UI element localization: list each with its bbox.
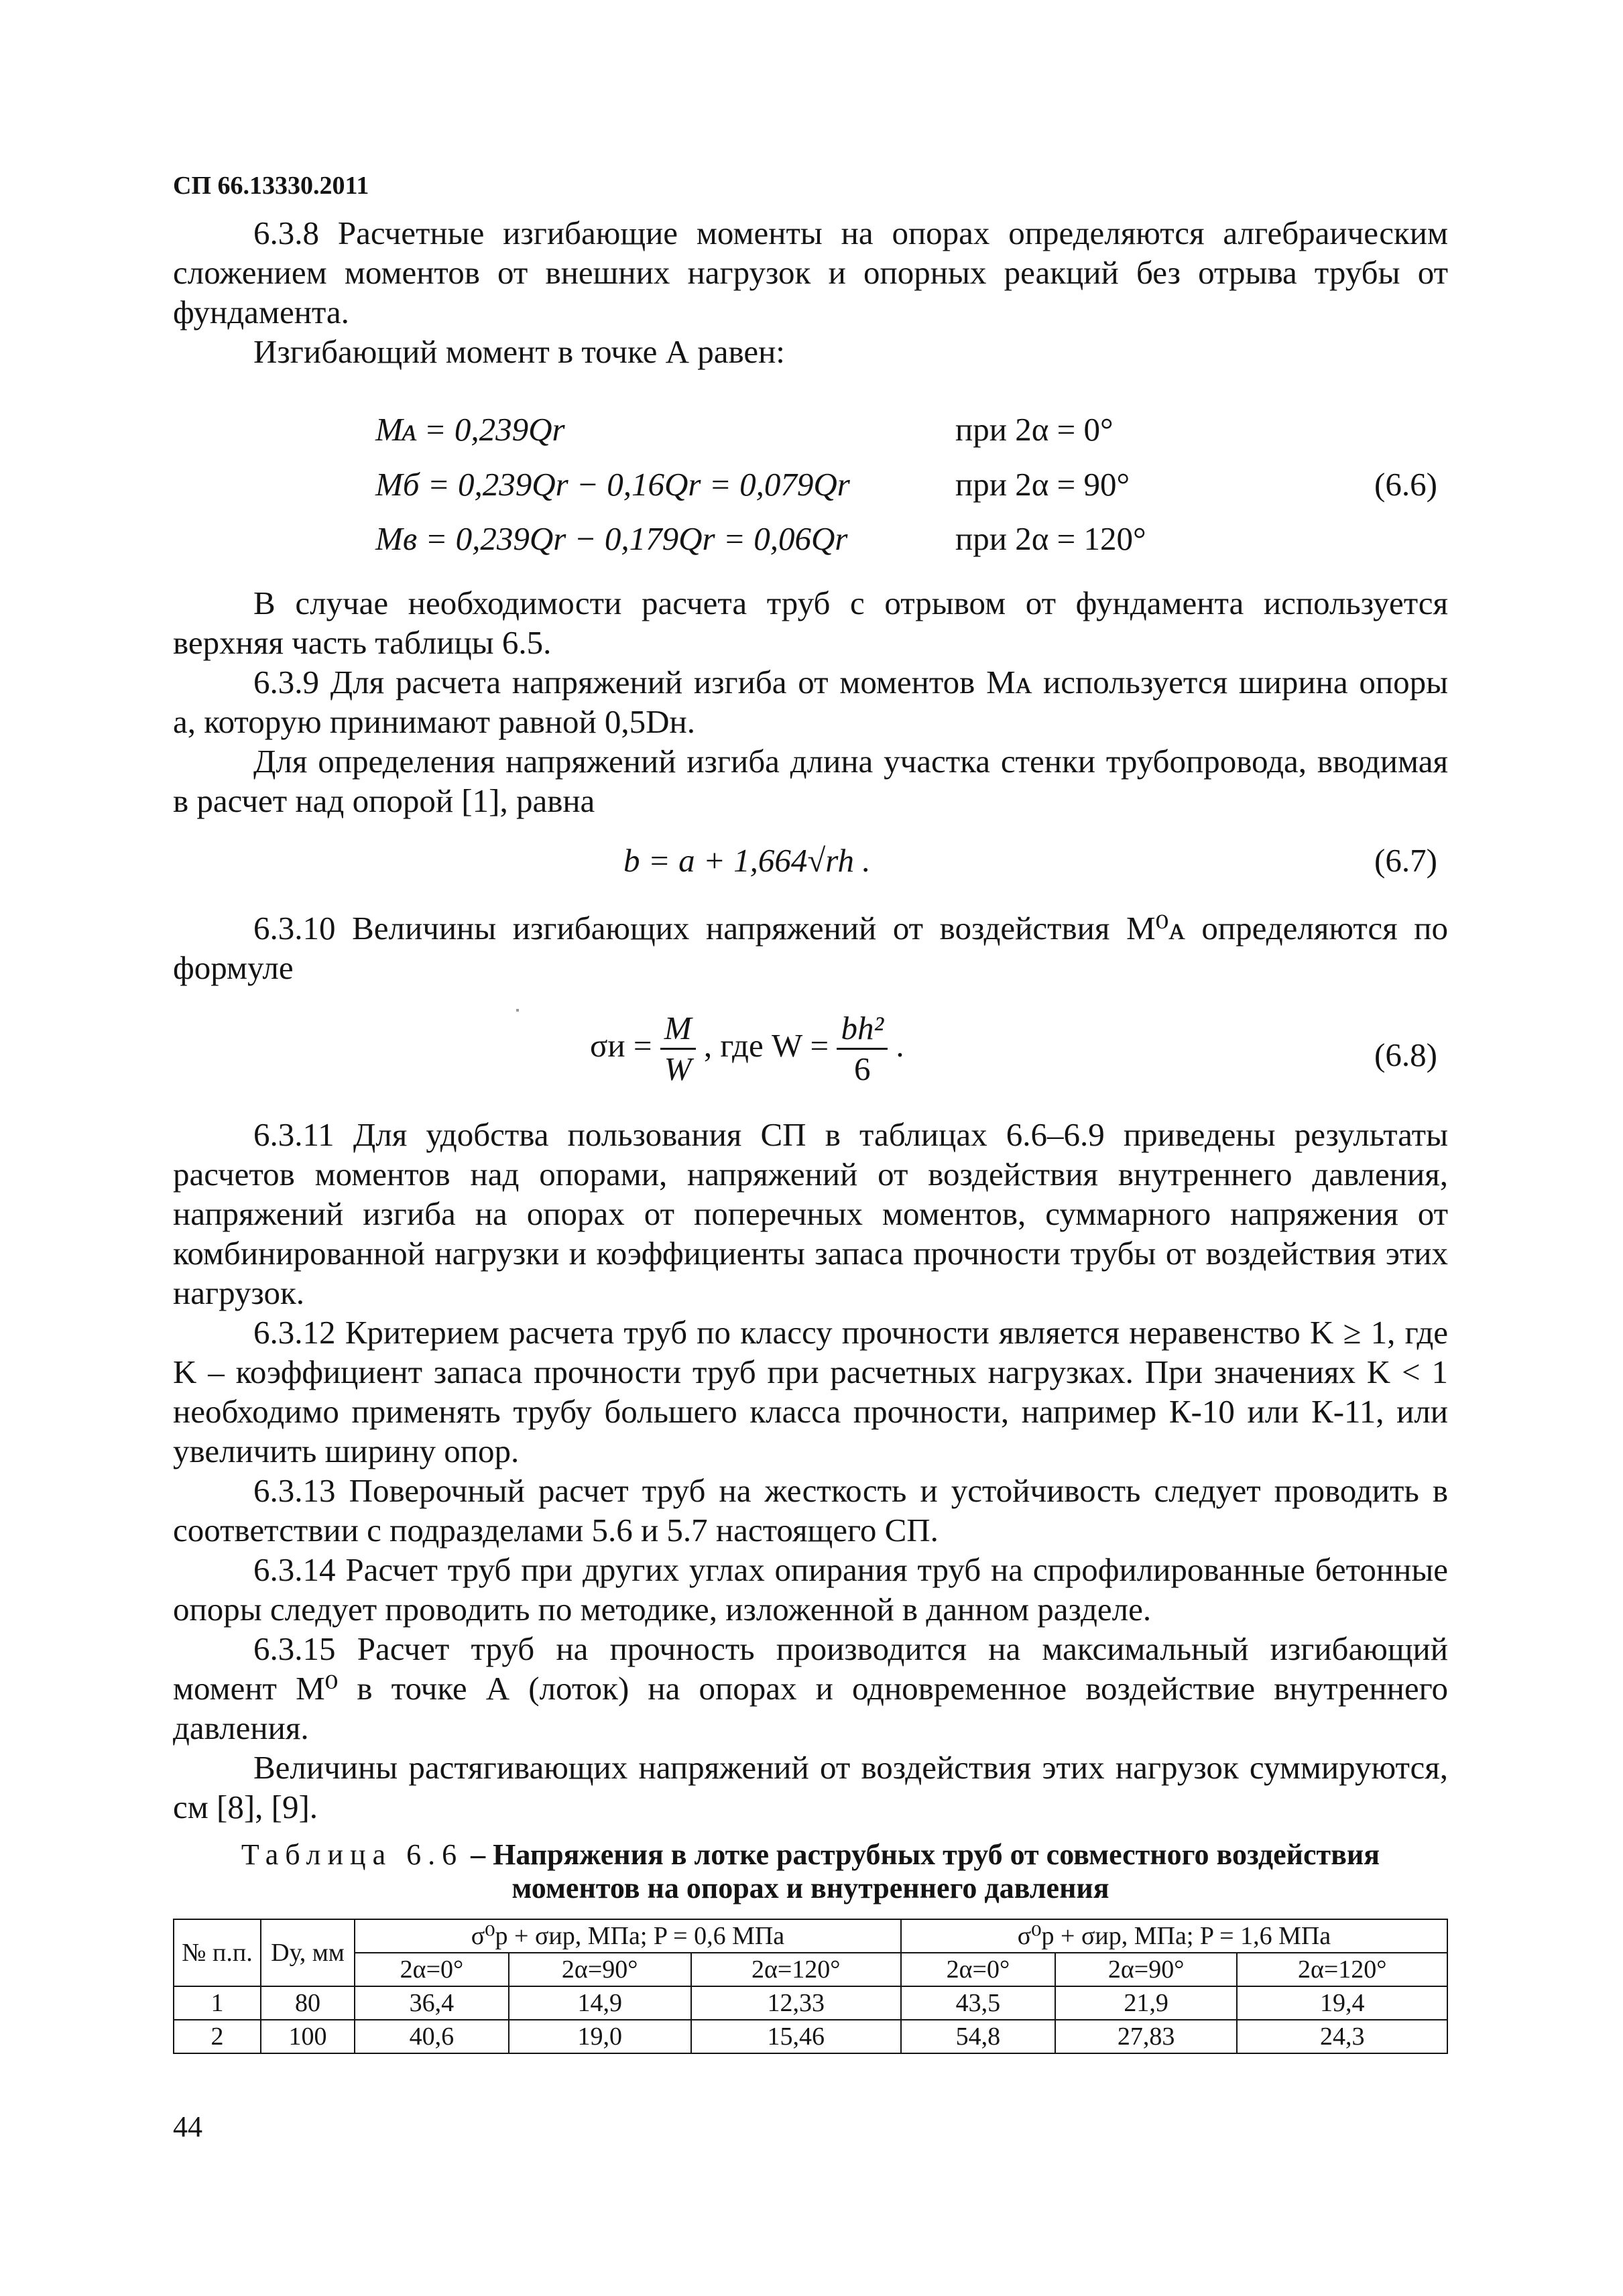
table-cell: 100 xyxy=(261,2020,355,2053)
paragraph-6-3-12: 6.3.12 Критерием расчета труб по классу прочности является неравенство K ≥ 1, где K – коэффициент запаса прочности труб при расчетных нагрузках. При значениях K < 1 необходимо применять трубу большего класса прочности, например К-10 или К-11, или увеличить ширину опор. xyxy=(173,1314,1448,1469)
table-cell: 43,5 xyxy=(901,1986,1055,2020)
table-caption xyxy=(173,1838,1448,1905)
formula-6-6-line-3: Mв = 0,239Qr − 0,179Qr = 0,06Qr xyxy=(375,520,848,557)
formula-6-7: b = a + 1,664√rh . xyxy=(623,842,871,879)
table-cell: 19,4 xyxy=(1237,1986,1447,2020)
section-6-3-9 xyxy=(173,583,1448,821)
paragraph-6-3-8: 6.3.8 Расчетные изгибающие моменты на опорах определяются алгебраическим сложением моментов от внешних нагрузок и опорных реакций без отрыва трубы от фундамента. xyxy=(173,215,1448,330)
formula-6-8-fraction-1 xyxy=(660,1009,696,1089)
header-number: № п.п. xyxy=(174,1919,261,1986)
table-row xyxy=(174,2020,1447,2053)
table-label: Таблица 6.6 xyxy=(241,1838,464,1871)
paragraph-moment-a-intro: Изгибающий момент в точке А равен: xyxy=(253,333,785,370)
formula-6-8 xyxy=(590,1009,904,1089)
formula-6-8-fraction-2 xyxy=(837,1009,888,1089)
table-cell: 40,6 xyxy=(355,2020,509,2053)
formula-6-8-f2-numerator: bh² xyxy=(837,1009,888,1050)
paragraph-6-3-9: 6.3.9 Для расчета напряжений изгиба от моментов Mᴀ используется ширина опоры a, которую принимают равной 0,5Dн. xyxy=(173,664,1448,740)
section-6-3-8 xyxy=(173,213,1448,371)
formula-6-6-number: (6.6) xyxy=(1374,466,1437,503)
scan-speck xyxy=(516,1009,519,1012)
table-title-1: – Напряжения в лотке раструбных труб от совместного воздействия xyxy=(471,1838,1380,1871)
paragraph-length: Для определения напряжений изгиба длина участка стенки трубопровода, вводимая в расчет над опорой [1], равна xyxy=(173,743,1448,819)
formula-6-6-condition-3: при 2α = 120° xyxy=(955,520,1146,557)
table-row xyxy=(174,1986,1447,2020)
formula-6-6-line-2: Mб = 0,239Qr − 0,16Qr = 0,079Qr xyxy=(375,466,850,503)
formula-6-6-line-1: Mᴀ = 0,239Qr xyxy=(375,411,565,448)
paragraph-6-3-11: 6.3.11 Для удобства пользования СП в таблицах 6.6–6.9 приведены результаты расчетов моментов над опорами, напряжений от воздействия внутреннего давления, напряжений изгиба на опорах от поперечных моментов, суммарного напряжения от комбинированной нагрузки и коэффициенты запаса прочности трубы от воздействия этих нагрузок. xyxy=(173,1116,1448,1311)
document-code: СП 66.13330.2011 xyxy=(173,172,369,200)
formula-6-7-number: (6.7) xyxy=(1374,842,1437,879)
subheader-angle: 2α=0° xyxy=(901,1953,1055,1986)
header-group-p06: σ⁰р + σир, МПа; P = 0,6 МПа xyxy=(355,1919,901,1953)
table-cell: 15,46 xyxy=(691,2020,901,2053)
table-6-6 xyxy=(173,1919,1448,2054)
formula-6-8-f1-denominator: W xyxy=(664,1050,692,1087)
table-cell: 36,4 xyxy=(355,1986,509,2020)
paragraph-6-3-15: 6.3.15 Расчет труб на прочность производится на максимальный изгибающий момент M⁰ в точке А (лоток) на опорах и одновременное воздействие внутреннего давления. xyxy=(173,1630,1448,1746)
formula-6-8-f2-denominator: 6 xyxy=(854,1050,871,1087)
header-group-p16: σ⁰р + σир, МПа; P = 1,6 МПа xyxy=(901,1919,1447,1953)
table-cell: 27,83 xyxy=(1055,2020,1238,2053)
formula-6-8-number: (6.8) xyxy=(1374,1036,1437,1073)
formula-6-8-lhs: σи = xyxy=(590,1026,652,1064)
paragraph-tensile: Величины растягивающих напряжений от воздействия этих нагрузок суммируются, см [8], [9]. xyxy=(173,1749,1448,1825)
table-cell: 1 xyxy=(174,1986,261,2020)
subheader-angle: 2α=90° xyxy=(1055,1953,1238,1986)
table-cell: 24,3 xyxy=(1237,2020,1447,2053)
paragraph-6-3-13: 6.3.13 Поверочный расчет труб на жесткость и устойчивость следует проводить в соответствии с подразделами 5.6 и 5.7 настоящего СП. xyxy=(173,1472,1448,1549)
header-dy: Dу, мм xyxy=(261,1919,355,1986)
formula-6-6-condition-1: при 2α = 0° xyxy=(955,411,1114,448)
formula-6-6-condition-2: при 2α = 90° xyxy=(955,466,1130,503)
table-cell: 19,0 xyxy=(509,2020,691,2053)
page-number: 44 xyxy=(173,2110,202,2143)
table-caption-line-1 xyxy=(173,1838,1448,1872)
paragraph-separation: В случае необходимости расчета труб с отрывом от фундамента используется верхняя часть таблицы 6.5. xyxy=(173,585,1448,661)
paragraph-6-3-14: 6.3.14 Расчет труб при других углах опирания труб на спрофилированные бетонные опоры следует проводить по методике, изложенной в данном разделе. xyxy=(173,1551,1448,1628)
sections-6-3-11-to-6-3-15 xyxy=(173,1115,1448,1827)
formula-6-8-middle: , где W = xyxy=(703,1026,829,1064)
formula-6-8-end: . xyxy=(896,1026,904,1064)
subheader-angle: 2α=0° xyxy=(355,1953,509,1986)
paragraph-6-3-10: 6.3.10 Величины изгибающих напряжений от воздействия M⁰ᴀ определяются по формуле xyxy=(173,910,1448,986)
table-cell: 12,33 xyxy=(691,1986,901,2020)
subheader-angle: 2α=90° xyxy=(509,1953,691,1986)
table-cell: 2 xyxy=(174,2020,261,2053)
table-cell: 21,9 xyxy=(1055,1986,1238,2020)
subheader-angle: 2α=120° xyxy=(1237,1953,1447,1986)
section-6-3-10 xyxy=(173,908,1448,987)
table-cell: 80 xyxy=(261,1986,355,2020)
table-title-2: моментов на опорах и внутреннего давления xyxy=(512,1872,1109,1905)
table-cell: 54,8 xyxy=(901,2020,1055,2053)
table-cell: 14,9 xyxy=(509,1986,691,2020)
formula-6-8-f1-numerator: M xyxy=(660,1009,696,1050)
subheader-angle: 2α=120° xyxy=(691,1953,901,1986)
